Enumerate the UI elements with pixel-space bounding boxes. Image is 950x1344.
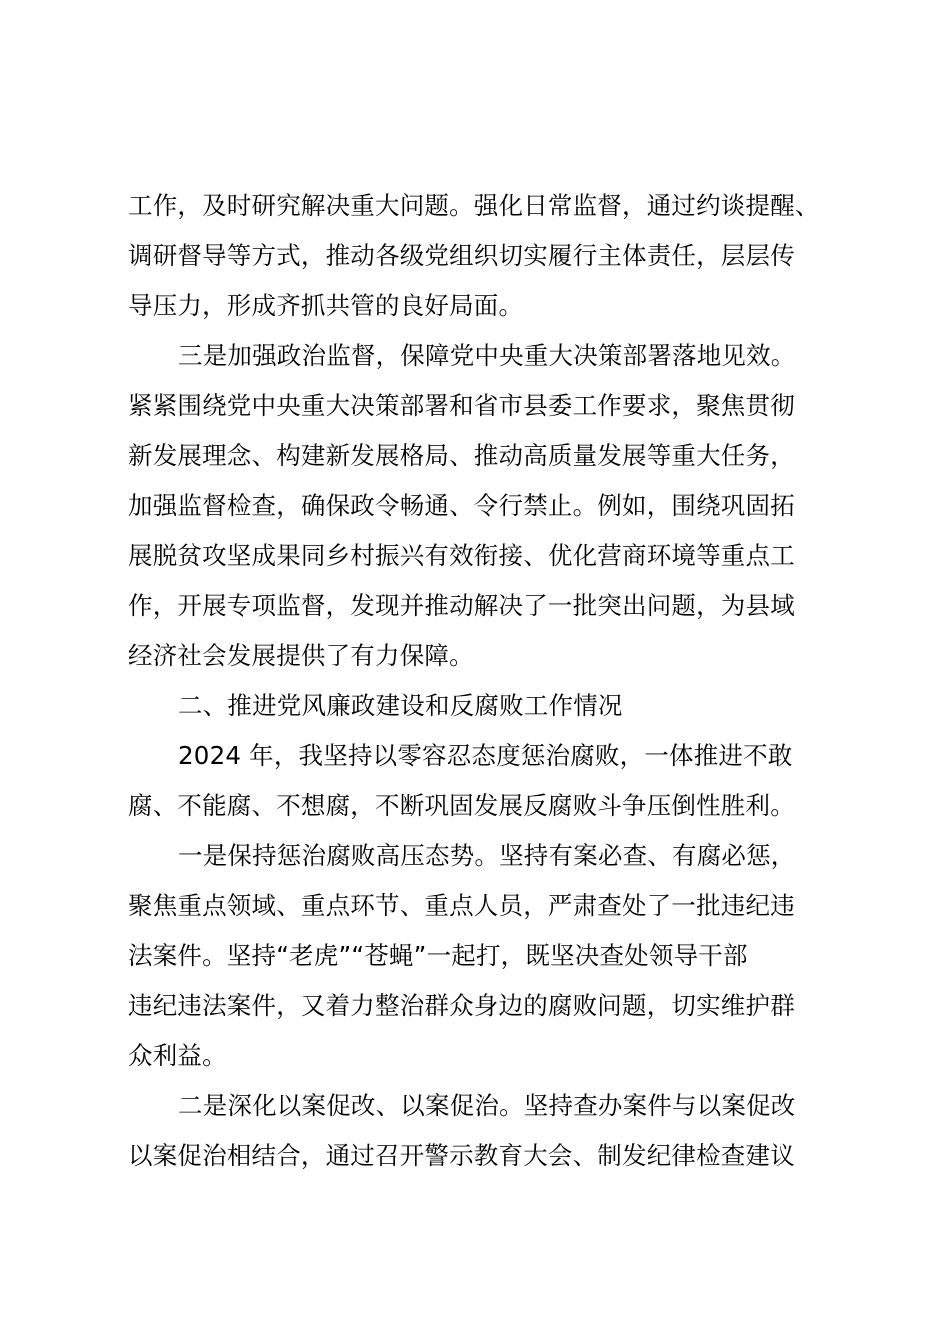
paragraph-start: 2024 年，我坚持以零容忍态度惩治腐败，一体推进不敢 (178, 741, 793, 770)
text-line: 导压力，形成齐抓共管的良好局面。 (128, 291, 524, 320)
text-line: 聚焦重点领域、重点环节、重点人员，严肃查处了一批违纪违 (128, 891, 795, 920)
text-line: 众利益。 (128, 1041, 227, 1070)
text-line: 工作，及时研究解决重大问题。强化日常监督，通过约谈提醒、 (128, 191, 820, 220)
text-line: 法案件。坚持“老虎”“苍蝇”一起打，既坚决查处领导干部 (128, 941, 748, 970)
text-line: 新发展理念、构建新发展格局、推动高质量发展等重大任务， (128, 441, 795, 470)
text-line: 展脱贫攻坚成果同乡村振兴有效衔接、优化营商环境等重点工 (128, 541, 795, 570)
text-line: 经济社会发展提供了有力保障。 (128, 641, 474, 670)
section-heading: 二、推进党风廉政建设和反腐败工作情况 (178, 691, 623, 720)
text-line: 作，开展专项监督，发现并推动解决了一批突出问题，为县域 (128, 591, 795, 620)
text-line: 以案促治相结合，通过召开警示教育大会、制发纪律检查建议 (128, 1141, 795, 1170)
paragraph-heading: 二是深化以案促改、以案促治。坚持查办案件与以案促改 (178, 1091, 796, 1120)
text-line: 加强监督检查，确保政令畅通、令行禁止。例如，围绕巩固拓 (128, 491, 795, 520)
text-line: 调研督导等方式，推动各级党组织切实履行主体责任，层层传 (128, 241, 795, 270)
text-line: 紧紧围绕党中央重大决策部署和省市县委工作要求，聚焦贯彻 (128, 391, 795, 420)
paragraph-heading: 三是加强政治监督，保障党中央重大决策部署落地见效。 (178, 341, 796, 370)
paragraph-heading: 一是保持惩治腐败高压态势。坚持有案必查、有腐必惩， (178, 841, 796, 870)
text-line: 腐、不能腐、不想腐，不断巩固发展反腐败斗争压倒性胜利。 (128, 791, 795, 820)
text-line: 违纪违法案件，又着力整治群众身边的腐败问题，切实维护群 (128, 991, 795, 1020)
